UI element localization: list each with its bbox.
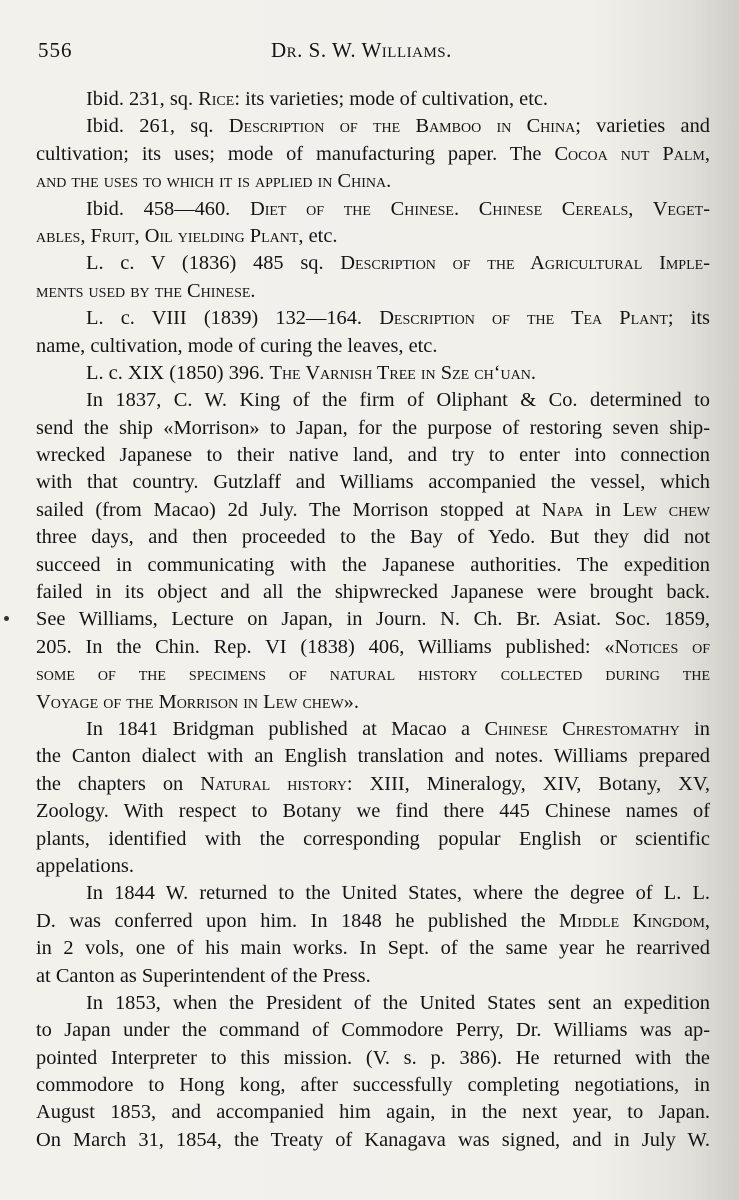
page-number: 556 [38, 38, 73, 62]
text-segment: etc. [303, 224, 338, 247]
text-line [36, 1127, 710, 1154]
small-caps-text: Cocoa nut Palm, [554, 142, 710, 165]
text-segment: plants, identified with the corresponding popular English or scientific [36, 827, 710, 850]
text-segment: Zoology. With respect to Botany we find there 445 Chinese names of [36, 800, 710, 823]
text-segment: Ibid. 261, sq. [86, 115, 229, 138]
text-segment: Ibid. 458—460. [86, 197, 250, 220]
text-line [36, 196, 710, 223]
text-line [36, 223, 710, 250]
text-segment: appelations. [36, 854, 134, 877]
paragraph [36, 250, 710, 305]
text-line [36, 798, 710, 825]
text-line [36, 86, 710, 113]
text-line [36, 305, 710, 332]
running-head: Dr. S. W. Williams. [271, 38, 452, 62]
text-line [36, 360, 710, 387]
text-segment: name, cultivation, mode of curing the leaves, etc. [36, 334, 438, 357]
paragraph [36, 86, 710, 113]
text-segment: L. c. V (1836) 485 sq. [86, 252, 341, 275]
text-segment: wrecked Japanese to their native land, and try to enter into connection [36, 444, 710, 467]
text-segment: ; varieties and [575, 115, 710, 138]
text-line [36, 1017, 710, 1044]
text-line [36, 250, 710, 277]
text-segment: send the ship «Morrison» to Japan, for the purpose of restoring seven ship- [36, 416, 710, 439]
text-segment: sailed (from Macao) 2d July. The Morrison stopped at [36, 498, 542, 521]
text-segment: L. c. VIII (1839) 132—164. [86, 307, 380, 330]
text-line [36, 771, 710, 798]
small-caps-text: Description of the Agricultural Imple- [340, 252, 710, 275]
text-segment: In 1841 Bridgman published at Macao a [86, 717, 485, 740]
text-line [36, 333, 710, 360]
paragraph [36, 880, 710, 990]
text-segment: In 1837, C. W. King of the firm of Oliphant & Co. determined to [86, 389, 710, 412]
text-line [36, 689, 710, 716]
text-segment: See Williams, Lecture on Japan, in Journ. N. Ch. Br. Asiat. Soc. 1859, [36, 608, 710, 631]
text-line [36, 524, 710, 551]
small-caps-text: Description of the Bamboo in China [228, 115, 576, 138]
text-segment: three days, and then proceeded to the Bay of Yedo. But they did not [36, 526, 710, 549]
text-line [36, 963, 710, 990]
small-caps-text: Natural history [200, 772, 347, 795]
text-line [36, 853, 710, 880]
paragraph [36, 387, 710, 716]
text-segment: ». [343, 690, 359, 713]
small-caps-text: Middle Kingdom, [559, 909, 710, 932]
text-segment: : XIII, Mineralogy, XIV, Botany, XV, [346, 772, 711, 795]
text-segment: ; its [667, 307, 710, 330]
text-line [36, 415, 710, 442]
small-caps-text: Description of the Tea Plant [379, 307, 668, 330]
text-segment: succeed in communicating with the Japanese authorities. The expedition [36, 553, 710, 576]
text-segment: Ibid. 231, sq. [86, 88, 199, 110]
text-line [36, 469, 710, 496]
text-segment: On March 31, 1854, the Treaty of Kanagava was signed, and in July W. [36, 1128, 710, 1151]
text-line [36, 141, 710, 168]
text-line [36, 826, 710, 853]
text-line [36, 743, 710, 770]
text-line [36, 442, 710, 469]
paragraph [36, 716, 710, 880]
text-line [36, 935, 710, 962]
text-line [36, 1045, 710, 1072]
text-segment: In 1853, when the President of the United States sent an expedition [86, 991, 710, 1014]
small-caps-text: Voyage of the Morrison in Lew chew [36, 690, 344, 713]
text-segment: in [583, 498, 623, 521]
text-line [36, 552, 710, 579]
text-segment: the Canton dialect with an English translation and notes. Williams prepared [36, 745, 710, 768]
small-caps-text: The Varnish Tree in Sze ch‘uan. [269, 361, 536, 384]
text-segment: in [679, 717, 710, 740]
text-line [36, 661, 710, 688]
text-line [36, 880, 710, 907]
small-caps-text: ments used by the Chinese. [36, 279, 256, 302]
text-line [36, 990, 710, 1017]
text-line [36, 716, 710, 743]
text-segment: with that country. Gutzlaff and Williams accompanied the vessel, which [36, 471, 710, 494]
text-line [36, 497, 710, 524]
paragraph [36, 113, 710, 195]
paragraph [36, 990, 710, 1154]
text-line [36, 1072, 710, 1099]
text-line [36, 387, 710, 414]
text-segment: L. c. XIX (1850) 396. [86, 361, 270, 384]
text-segment: 205. In the Chin. Rep. VI (1838) 406, Williams published: « [36, 635, 615, 658]
text-segment: commodore to Hong kong, after successfully completing negotiations, in [36, 1074, 710, 1097]
small-caps-text: Rice [198, 88, 235, 110]
paragraph [36, 305, 710, 360]
text-segment: : its varieties; mode of cultivation, etc. [234, 88, 549, 110]
text-line [36, 278, 710, 305]
text-segment: In 1844 W. returned to the United States, where the degree of L. L. [86, 882, 710, 905]
small-caps-text: some of the specimens of natural history collected during the [36, 663, 710, 686]
text-line [36, 113, 710, 140]
text-line [36, 579, 710, 606]
small-caps-text: and the uses to which it is applied in China. [36, 170, 392, 193]
margin-dot [4, 616, 9, 621]
paragraph [36, 360, 710, 387]
small-caps-text: Diet of the Chinese. Chinese Cereals, Veget- [249, 197, 710, 220]
text-segment: in 2 vols, one of his main works. In Sept. of the same year he rearrived [36, 937, 710, 960]
text-line [36, 168, 710, 195]
text-line [36, 634, 710, 661]
body-text [36, 86, 710, 1154]
text-segment: failed in its object and all the shipwrecked Japanese were brought back. [36, 581, 710, 604]
page-header [38, 38, 711, 70]
small-caps-text: ables, Fruit, Oil yielding Plant, [36, 224, 304, 247]
small-caps-text: Notices of [614, 635, 710, 658]
text-segment: August 1853, and accompanied him again, in the next year, to Japan. [36, 1101, 710, 1124]
text-segment: the chapters on [36, 772, 201, 795]
text-segment: at Canton as Superintendent of the Press. [36, 964, 371, 987]
paragraph [36, 196, 710, 251]
text-line [36, 908, 710, 935]
small-caps-text: Napa [541, 498, 584, 521]
small-caps-text: Lew chew [622, 498, 710, 521]
small-caps-text: Chinese Chrestomathy [484, 717, 680, 740]
text-line [36, 606, 710, 633]
text-segment: cultivation; its uses; mode of manufacturing paper. The [36, 142, 555, 165]
text-line [36, 1099, 710, 1126]
text-segment: to Japan under the command of Commodore Perry, Dr. Williams was ap- [36, 1019, 710, 1042]
text-segment: pointed Interpreter to this mission. (V. s. p. 386). He returned with the [36, 1046, 710, 1069]
text-segment: D. was conferred upon him. In 1848 he published the [36, 909, 560, 932]
